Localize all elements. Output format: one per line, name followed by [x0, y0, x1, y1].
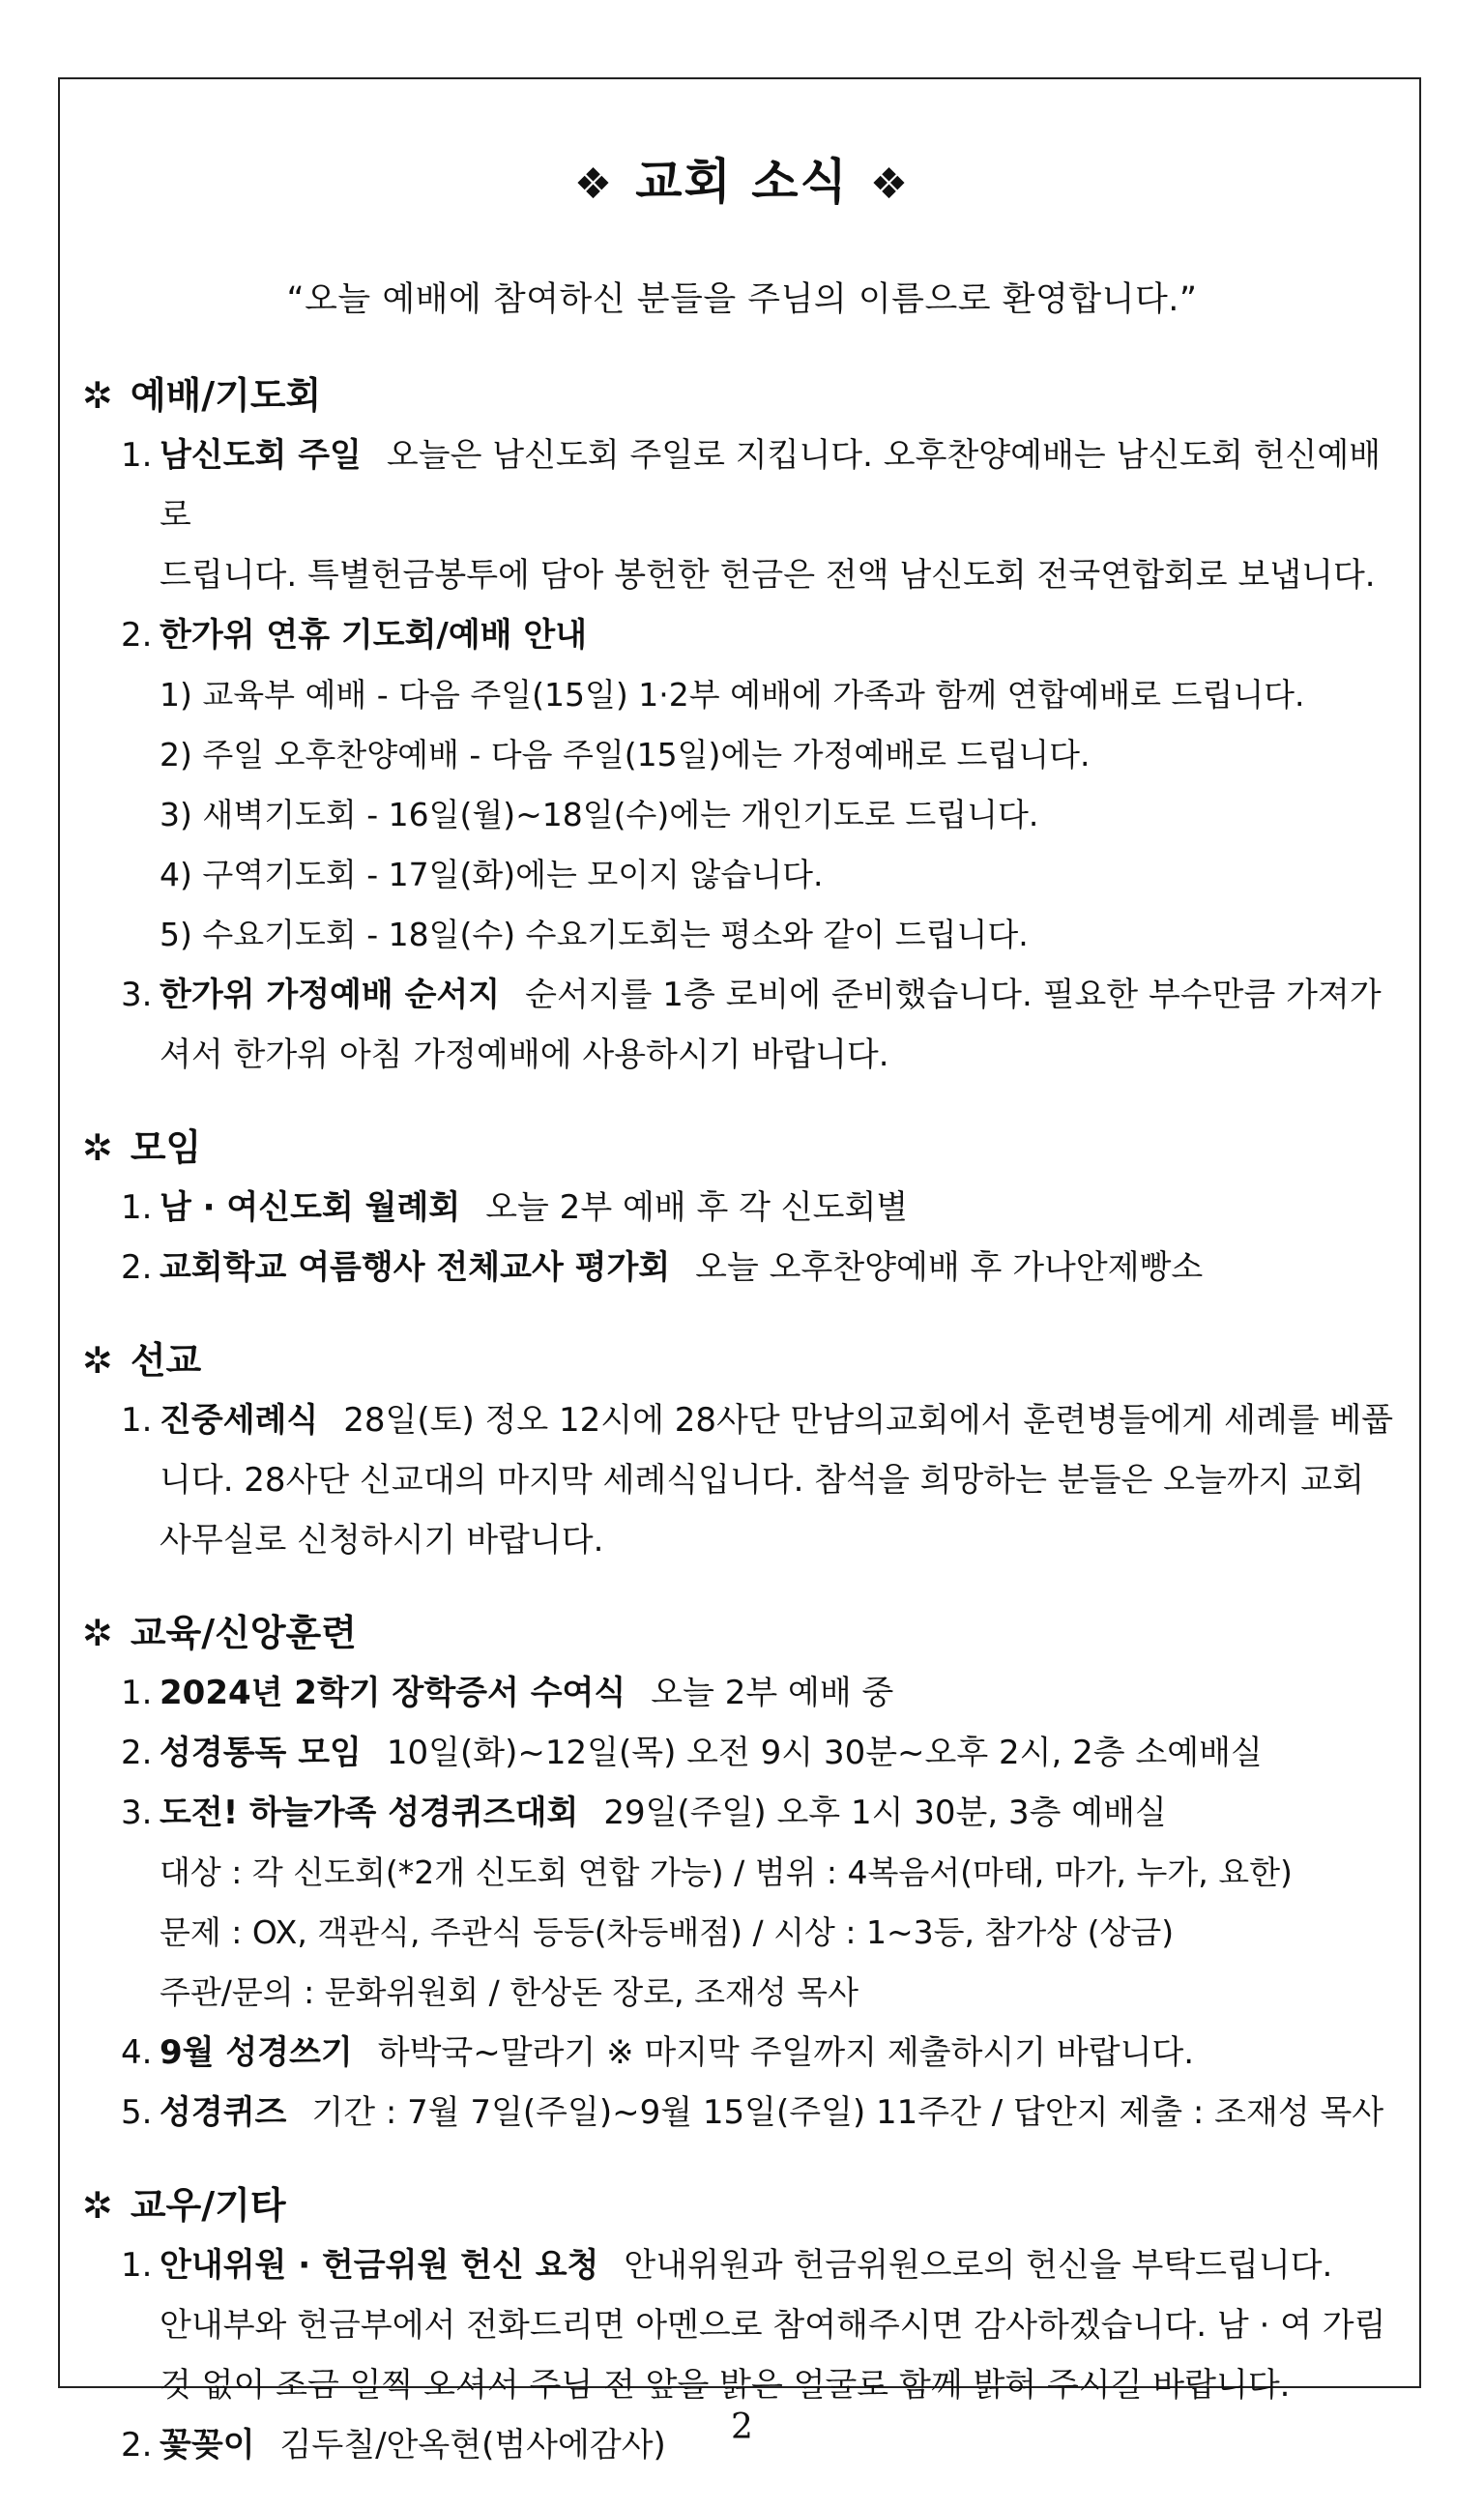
list-item-continued: 셔서 한가위 아침 가정예배에 사용하시기 바랍니다.	[160, 1036, 889, 1074]
section-mission	[82, 1330, 1407, 1570]
detail-line: 대상 : 각 신도회(*2개 신도회 연합 가능) / 범위 : 4복음서(마태, 마가, 누가, 요한)	[160, 1853, 1293, 1891]
diamond-icon: ❖	[869, 160, 911, 209]
welcome-message: “오늘 예배에 참여하신 분들을 주님의 이름으로 환영합니다.”	[286, 280, 1198, 319]
list-item: 4. 9월 성경쓰기 하박국~말라기 ※ 마지막 주일까지 제출하시기 바랍니다.	[121, 2033, 1195, 2072]
news-content	[82, 365, 1407, 2508]
section-meeting	[82, 1118, 1407, 1298]
list-item: 1. 남 · 여신도회 월례회 오늘 2부 예배 후 각 신도회별	[121, 1188, 909, 1227]
section-heading: ✲ 모임	[82, 1126, 202, 1169]
sub-item: 4) 구역기도회 - 17일(화)에는 모이지 않습니다.	[160, 856, 824, 893]
star-icon: ✲	[82, 1339, 113, 1382]
page-title	[0, 143, 1484, 213]
list-item-continued: 드립니다. 특별헌금봉투에 담아 봉헌한 헌금은 전액 남신도회 전국연합회로 보냅니다.	[160, 556, 1376, 595]
list-item: 1. 2024년 2학기 장학증서 수여식 오늘 2부 예배 중	[121, 1674, 894, 1712]
sub-item: 2) 주일 오후찬양예배 - 다음 주일(15일)에는 가정예배로 드립니다.	[160, 736, 1091, 773]
list-item: 1. 남신도회 주일 오늘은 남신도회 주일로 지킵니다. 오후찬양예배는 남신도회 헌신예배로	[121, 436, 1382, 535]
list-item: 1. 안내위원 · 헌금위원 헌신 요청 안내위원과 헌금위원으로의 헌신을 부탁드립니다.	[121, 2246, 1333, 2285]
section-worship	[82, 365, 1407, 1085]
list-item: 2. 성경통독 모임 10일(화)~12일(목) 오전 9시 30분~오후 2시, 2층 소예배실	[121, 1734, 1263, 1772]
list-item: 2. 한가위 연휴 기도회/예배 안내	[121, 616, 588, 655]
section-heading: ✲ 선교	[82, 1339, 202, 1382]
star-icon: ✲	[82, 1612, 113, 1654]
list-item-continued: 것 없이 조금 일찍 오셔서 주님 전 앞을 밝은 얼굴로 함께 밝혀 주시길 바랍니다.	[160, 2366, 1291, 2405]
list-item: 2. 꽃꽂이 김두칠/안옥현(범사에감사)	[121, 2426, 666, 2465]
list-item: 5. 성경퀴즈 기간 : 7월 7일(주일)~9월 15일(주일) 11주간 / 답안지 제출 : 조재성 목사	[121, 2093, 1384, 2132]
sub-item: 5) 수요기도회 - 18일(수) 수요기도회는 평소와 같이 드립니다.	[160, 916, 1029, 953]
detail-line: 문제 : OX, 객관식, 주관식 등등(차등배점) / 시상 : 1~3등, 참가상 (상금)	[160, 1913, 1175, 1951]
list-item: 3. 도전! 하늘가족 성경퀴즈대회 29일(주일) 오후 1시 30분, 3층 예배실	[121, 1794, 1167, 1832]
star-icon: ✲	[82, 1126, 113, 1169]
star-icon: ✲	[82, 374, 113, 417]
diamond-icon: ❖	[573, 160, 615, 209]
section-heading: ✲ 교육/신앙훈련	[82, 1612, 357, 1654]
star-icon: ✲	[82, 2184, 113, 2227]
detail-line: 주관/문의 : 문화위원회 / 한상돈 장로, 조재성 목사	[160, 1973, 858, 2011]
list-item-continued: 안내부와 헌금부에서 전화드리면 아멘으로 참여해주시면 감사하겠습니다. 남 · 여 가림	[160, 2306, 1386, 2345]
page-number: 2	[731, 2407, 753, 2447]
title-text: 교회 소식	[635, 154, 849, 210]
list-item-continued: 니다. 28사단 신교대의 마지막 세례식입니다. 참석을 희망하는 분들은 오늘까지 교회	[160, 1461, 1364, 1500]
list-item: 2. 교회학교 여름행사 전체교사 평가회 오늘 오후찬양예배 후 가나안제빵소	[121, 1248, 1204, 1287]
sub-item: 3) 새벽기도회 - 16일(월)~18일(수)에는 개인기도로 드립니다.	[160, 796, 1039, 833]
list-item-continued: 사무실로 신청하시기 바랍니다.	[160, 1521, 604, 1560]
sub-item: 1) 교육부 예배 - 다음 주일(15일) 1·2부 예배에 가족과 함께 연합예배로 드립니다.	[160, 676, 1305, 714]
section-heading: ✲ 예배/기도회	[82, 374, 322, 417]
section-education	[82, 1603, 1407, 2143]
list-item: 1. 진중세례식 28일(토) 정오 12시에 28사단 만남의교회에서 훈련병들에게 세례를 베풉	[121, 1401, 1394, 1440]
list-item: 3. 한가위 가정예배 순서지 순서지를 1층 로비에 준비했습니다. 필요한 부수만큼 가져가	[121, 976, 1382, 1014]
section-heading: ✲ 교우/기타	[82, 2184, 286, 2227]
